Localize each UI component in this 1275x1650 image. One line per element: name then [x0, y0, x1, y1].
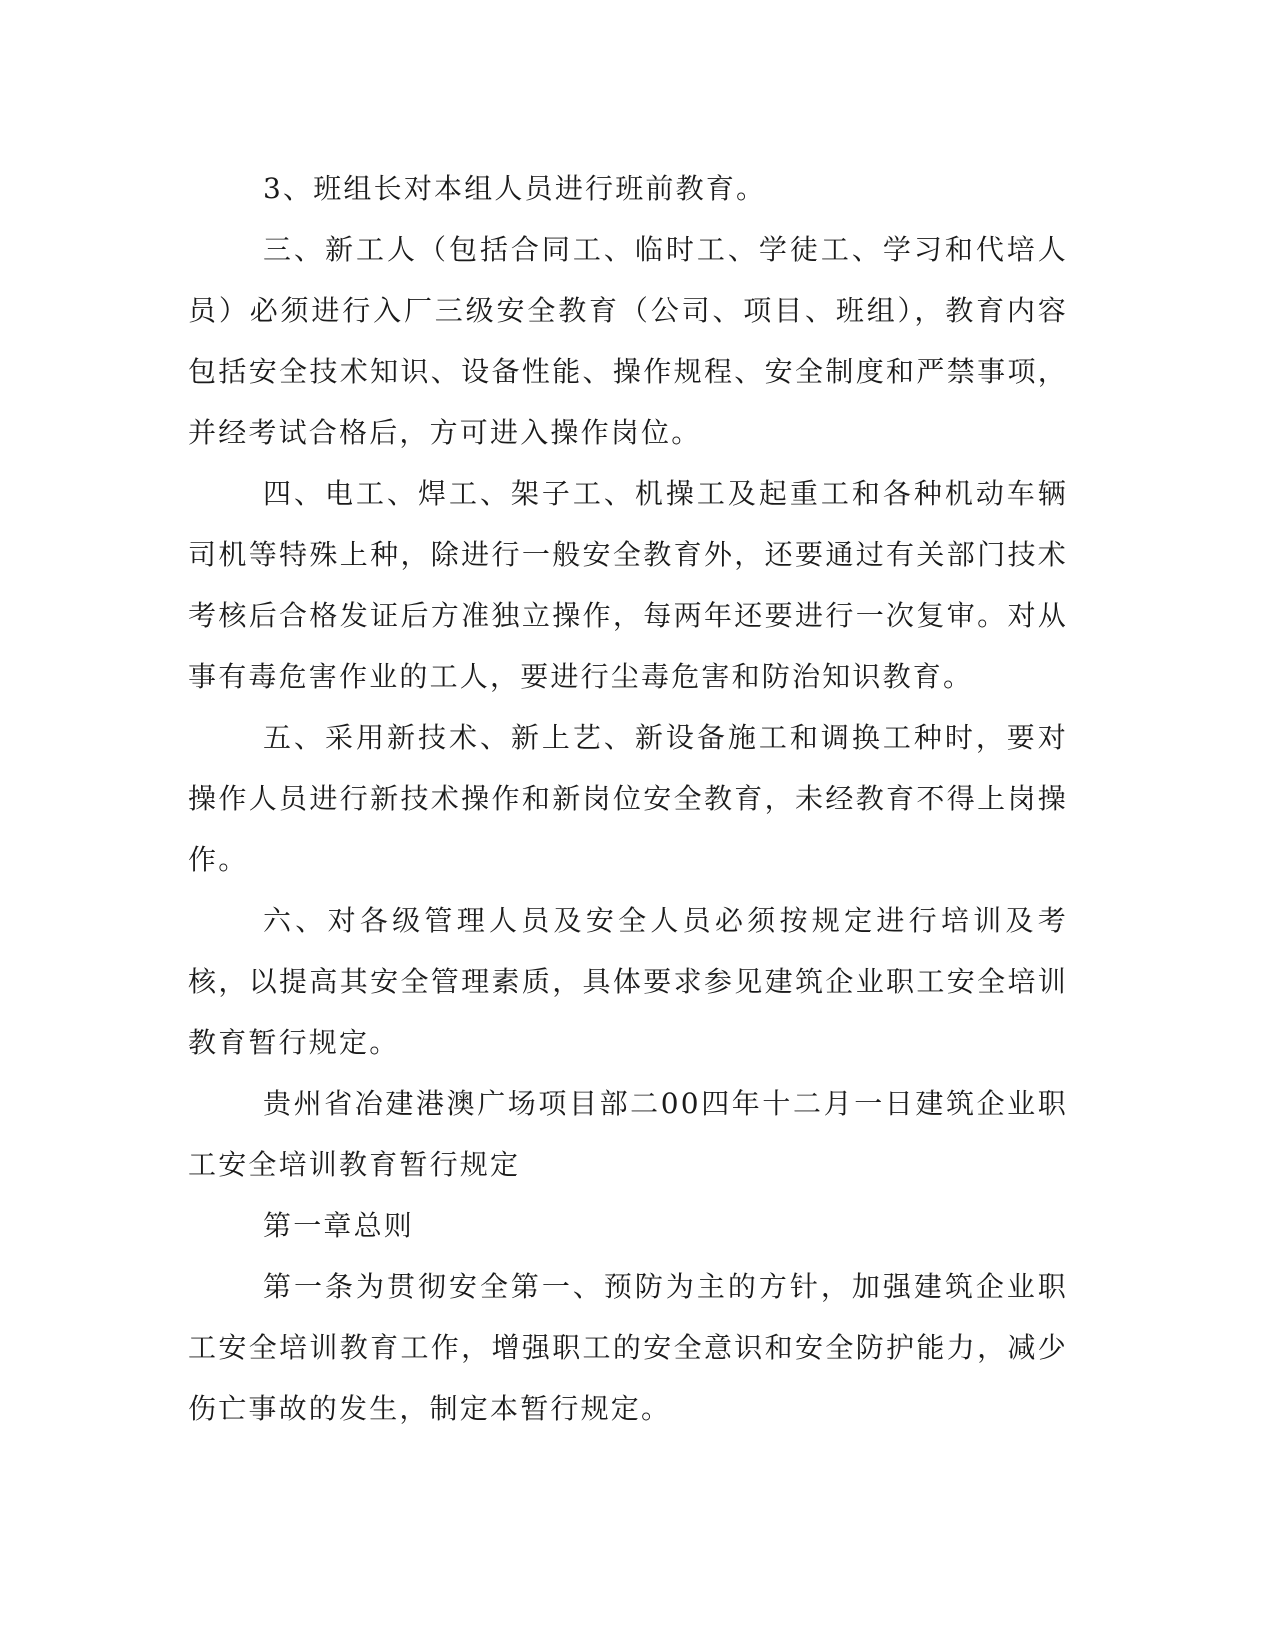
- paragraph-special-trades: 四、电工、焊工、架子工、机操工及起重工和各种机动车辆司机等特殊上种，除进行一般安全教育外，还要通过有关部门技术考核后合格发证后方准独立操作，每两年还要进行一次复审。对从事有毒危害作业的工人，要进行尘毒危害和防治知识教育。: [188, 477, 1068, 693]
- paragraph-team-leader-education: 3、班组长对本组人员进行班前教育。: [263, 172, 767, 205]
- paragraph-management-training: 六、对各级管理人员及安全人员必须按规定进行培训及考核，以提高其安全管理素质，具体要求参见建筑企业职工安全培训教育暂行规定。: [188, 904, 1068, 1059]
- paragraph-new-technology: 五、采用新技术、新上艺、新设备施工和调换工种时，要对操作人员进行新技术操作和新岗位安全教育，未经教育不得上岗操作。: [188, 721, 1068, 876]
- chapter-heading: 第一章总则: [263, 1209, 415, 1242]
- paragraph-new-worker-education: 三、新工人（包括合同工、临时工、学徒工、学习和代培人员）必须进行入厂三级安全教育（公司、项目、班组），教育内容包括安全技术知识、设备性能、操作规程、安全制度和严禁事项，并经考试合格后，方可进入操作岗位。: [188, 233, 1068, 449]
- document-body: [188, 158, 1068, 1439]
- paragraph-article-one: 第一条为贯彻安全第一、预防为主的方针，加强建筑企业职工安全培训教育工作，增强职工的安全意识和安全防护能力，减少伤亡事故的发生，制定本暂行规定。: [188, 1270, 1068, 1425]
- paragraph-signature-and-title: 贵州省冶建港澳广场项目部二00四年十二月一日建筑企业职工安全培训教育暂行规定: [188, 1087, 1068, 1181]
